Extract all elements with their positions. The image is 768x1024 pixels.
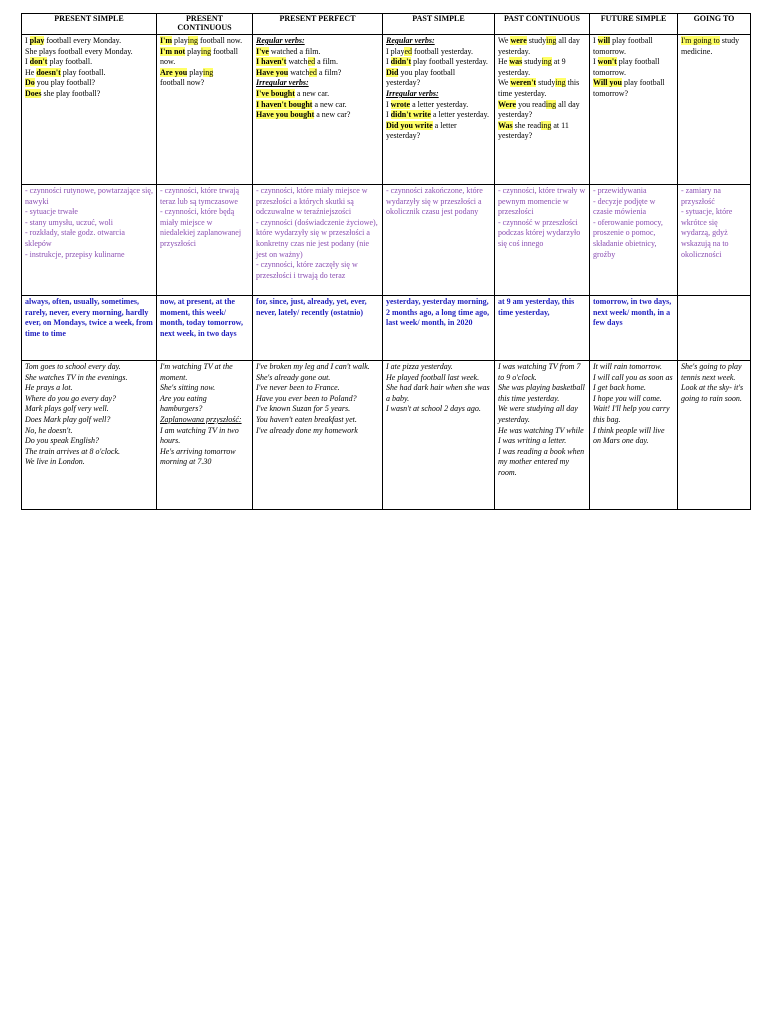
- form-line: [593, 36, 674, 57]
- example-sentence: You haven't eaten breakfast yet.: [256, 414, 357, 424]
- form-segment: play: [172, 36, 188, 45]
- form-segment: I haven't bought: [256, 99, 313, 109]
- example-sentence: He played football last week.: [386, 372, 480, 382]
- form-line: [256, 68, 379, 79]
- form-segment: Were: [498, 99, 517, 109]
- example-sentence: I was reading a book when my mother entered my room.: [498, 446, 585, 477]
- forms-cell: [383, 35, 495, 185]
- example-sentence: I will call you as soon as I get back home.: [593, 372, 673, 393]
- form-segment: didn't: [390, 57, 412, 67]
- example-sentence: We live in London.: [25, 457, 85, 467]
- form-segment: doesn't: [36, 67, 61, 77]
- form-segment: will: [597, 36, 611, 45]
- form-segment: ed: [307, 57, 316, 67]
- form-segment: play: [185, 46, 201, 56]
- form-line: [160, 36, 249, 47]
- form-segment: study: [526, 36, 547, 45]
- form-segment: Regular verbs:: [386, 36, 435, 45]
- header-row: [22, 14, 751, 35]
- form-line: [498, 121, 586, 142]
- examples-cell: [253, 361, 383, 510]
- example-sentence: It will rain tomorrow.: [593, 362, 662, 371]
- examples-cell: [678, 361, 751, 510]
- forms-cell: [495, 35, 590, 185]
- form-line: [256, 100, 379, 111]
- example-sentence: I'm watching TV at the moment.: [160, 362, 233, 382]
- example-sentence: She's sitting now.: [160, 383, 216, 393]
- form-segment: watch: [288, 67, 310, 77]
- form-segment: Did you write: [386, 120, 433, 130]
- form-segment: I'm not: [160, 46, 186, 56]
- form-segment: didn't write: [390, 110, 431, 120]
- form-line: [498, 78, 586, 99]
- form-segment: football now.: [198, 36, 243, 45]
- form-segment: watched a film.: [268, 46, 321, 56]
- example-sentence: He's arriving tomorrow morning at 7.30: [160, 446, 236, 467]
- form-segment: Do: [25, 78, 35, 88]
- form-line: [256, 78, 379, 89]
- form-segment: Regular verbs:: [256, 36, 305, 45]
- example-sentence: Where do you go every day?: [25, 393, 116, 403]
- example-sentence: I've never been to France.: [256, 383, 340, 393]
- form-segment: Does: [25, 88, 42, 98]
- time-expressions-cell: for, since, just, already, yet, ever, never, lately/ recently (ostatnio): [253, 296, 383, 361]
- form-line: [256, 89, 379, 100]
- example-sentence: I've broken my leg and I can't walk.: [256, 362, 370, 371]
- form-segment: won't: [597, 57, 617, 67]
- usage-row: [22, 185, 751, 296]
- form-segment: Have you bought: [256, 110, 315, 120]
- header-present-continuous: PRESENT CONTINUOUS: [157, 14, 253, 35]
- header-present-perfect: PRESENT PERFECT: [253, 14, 383, 35]
- forms-cell: [157, 35, 253, 185]
- form-segment: I: [386, 110, 391, 120]
- examples-cell: [157, 361, 253, 510]
- examples-cell: [22, 361, 157, 510]
- form-segment: at 9 yesterday.: [498, 57, 566, 77]
- example-sentence: No, he doesn't.: [25, 425, 73, 435]
- form-segment: football now?: [160, 78, 205, 88]
- form-segment: ing: [541, 120, 552, 130]
- form-line: [25, 68, 153, 79]
- forms-cell: [22, 35, 157, 185]
- form-line: [256, 110, 379, 121]
- time-expressions-row: [22, 296, 751, 361]
- example-sentence: Zaplanowana przyszłość:: [160, 414, 242, 424]
- example-sentence: Do you speak English?: [25, 436, 99, 446]
- form-segment: study: [522, 57, 542, 67]
- example-sentence: I think people will live on Mars one day.: [593, 425, 665, 446]
- usage-item: - stany umysłu, uczuć, woli: [25, 217, 113, 227]
- form-segment: I'm: [160, 36, 172, 45]
- form-line: [25, 89, 153, 100]
- forms-row: [22, 35, 751, 185]
- form-segment: play football tomorrow.: [593, 36, 653, 56]
- form-segment: Have you: [256, 67, 289, 77]
- form-line: [386, 68, 491, 89]
- form-line: [386, 36, 491, 47]
- example-sentence: Are you eating hamburgers?: [160, 393, 207, 414]
- form-segment: We: [498, 78, 511, 88]
- usage-item: - czynności, które miały miejsce w przeszłości a których skutki są odczuwalne w teraźniejszości: [256, 186, 368, 217]
- form-segment: I: [386, 99, 391, 109]
- time-expressions-cell: at 9 am yesterday, this time yesterday,: [495, 296, 590, 361]
- form-segment: play football tomorrow?: [593, 78, 665, 98]
- form-segment: ing: [546, 36, 557, 45]
- form-line: [386, 57, 491, 68]
- example-sentence: Have you ever been to Poland?: [256, 393, 357, 403]
- form-segment: was: [509, 57, 523, 67]
- form-segment: ing: [541, 57, 552, 67]
- form-segment: you play football?: [34, 78, 95, 88]
- form-segment: I: [593, 57, 598, 67]
- form-segment: ing: [545, 99, 557, 109]
- form-segment: He: [25, 67, 37, 77]
- form-segment: ing: [202, 67, 214, 77]
- form-segment: I play: [386, 46, 405, 56]
- form-line: [25, 47, 153, 58]
- form-line: [593, 57, 674, 78]
- form-segment: play football.: [47, 57, 93, 67]
- form-segment: were: [510, 36, 527, 45]
- example-sentence: Mark plays golf very well.: [25, 404, 109, 414]
- form-segment: a letter yesterday.: [430, 110, 490, 120]
- form-segment: I've: [256, 46, 269, 56]
- form-line: [25, 57, 153, 68]
- example-sentence: I ate pizza yesterday.: [386, 362, 453, 371]
- form-segment: you read: [516, 99, 546, 109]
- example-sentence: Does Mark play golf well?: [25, 414, 111, 424]
- form-line: [681, 36, 747, 57]
- form-segment: play football yesterday.: [411, 57, 488, 67]
- form-line: [498, 100, 586, 121]
- usage-cell: [253, 185, 383, 296]
- example-sentence: She had dark hair when she was a baby.: [386, 383, 490, 403]
- form-segment: weren't: [510, 78, 537, 88]
- form-segment: football yesterday.: [412, 46, 474, 56]
- example-sentence: The train arrives at 8 o'clock.: [25, 446, 121, 456]
- form-line: [593, 78, 674, 99]
- example-sentence: I am watching TV in two hours.: [160, 425, 239, 446]
- usage-item: - sytuacje, które wkrótce się wydarzą, gdyż wskazują na to okoliczności: [681, 207, 733, 259]
- form-segment: She plays football every Monday.: [25, 46, 133, 56]
- header-past-continuous: PAST CONTINUOUS: [495, 14, 590, 35]
- time-expressions-cell: now, at present, at the moment, this week/ month, today tomorrow, next week, in two days: [157, 296, 253, 361]
- form-line: [160, 47, 249, 68]
- form-segment: He: [498, 57, 510, 67]
- form-segment: I've bought: [256, 88, 295, 98]
- example-sentence: I wasn't at school 2 days ago.: [386, 404, 481, 414]
- forms-cell: [253, 35, 383, 185]
- form-segment: football now.: [160, 46, 239, 67]
- form-line: [498, 57, 586, 78]
- example-sentence: He was watching TV while I was writing a letter.: [498, 425, 584, 446]
- example-sentence: I've already done my homework: [256, 425, 358, 435]
- usage-item: - czynności, które trwały w pewnym momencie w przeszłości: [498, 186, 586, 217]
- form-segment: Will you: [593, 78, 622, 88]
- form-segment: all day yesterday.: [498, 36, 580, 56]
- time-expressions-cell: yesterday, yesterday morning, 2 months ago, a long time ago, last week/ month, in 2020: [383, 296, 495, 361]
- form-segment: I: [593, 36, 598, 45]
- usage-item: - zamiary na przyszłość: [681, 186, 721, 206]
- usage-item: - czynności (doświadczenie życiowe), które wydarzyły się w przeszłości a konkretny czas nie jest podany (nie jest on ważny): [256, 217, 378, 259]
- form-line: [25, 78, 153, 89]
- form-segment: ing: [200, 46, 212, 56]
- form-line: [256, 36, 379, 47]
- form-segment: ing: [187, 36, 199, 45]
- form-line: [25, 36, 153, 47]
- time-expressions-cell: always, often, usually, sometimes, rarely, never, every morning, hardly ever, on Mondays, twice a week, from time to time: [22, 296, 157, 361]
- example-sentence: I hope you will come.: [593, 393, 662, 403]
- form-segment: Was: [498, 120, 513, 130]
- examples-cell: [590, 361, 678, 510]
- time-expressions-cell: tomorrow, in two days, next week/ month, in a few days: [590, 296, 678, 361]
- form-segment: ing: [555, 78, 566, 88]
- form-segment: play: [29, 36, 45, 45]
- usage-item: - czynności, które zaczęły się w przeszłości i trwają do teraz: [256, 260, 358, 280]
- form-segment: study medicine.: [681, 36, 740, 56]
- usage-item: - rozkłady, stałe godz. otwarcia sklepów: [25, 228, 125, 248]
- form-segment: Are you: [160, 67, 188, 77]
- examples-cell: [383, 361, 495, 510]
- example-sentence: She was playing basketball this time yesterday.: [498, 383, 585, 403]
- example-sentence: Tom goes to school every day.: [25, 362, 121, 371]
- form-segment: I: [25, 36, 30, 45]
- form-segment: Did: [386, 67, 399, 77]
- form-segment: I: [25, 57, 30, 67]
- form-line: [386, 89, 491, 100]
- example-sentence: She's already gone out.: [256, 372, 331, 382]
- usage-item: - czynności, które trwają teraz lub są tymczasowe: [160, 186, 240, 206]
- header-future-simple: FUTURE SIMPLE: [590, 14, 678, 35]
- form-line: [386, 100, 491, 111]
- time-expressions-cell: [678, 296, 751, 361]
- examples-cell: [495, 361, 590, 510]
- form-line: [160, 68, 249, 79]
- usage-item: - decyzje podjęte w czasie mówienia: [593, 196, 656, 217]
- form-segment: study: [536, 78, 556, 88]
- form-segment: play football.: [60, 67, 106, 77]
- form-segment: Irregular verbs:: [256, 78, 309, 88]
- header-present-simple: PRESENT SIMPLE: [22, 14, 157, 35]
- tense-table: [21, 13, 751, 510]
- example-sentence: I was watching TV from 7 to 9 o'clock.: [498, 362, 581, 382]
- form-line: [386, 47, 491, 58]
- form-line: [256, 57, 379, 68]
- form-segment: a letter yesterday?: [386, 120, 457, 141]
- example-sentence: He prays a lot.: [25, 383, 73, 393]
- usage-cell: [22, 185, 157, 296]
- example-sentence: I've known Suzan for 5 years.: [256, 404, 351, 414]
- forms-cell: [590, 35, 678, 185]
- form-segment: she play football?: [41, 88, 101, 98]
- form-segment: at 11 yesterday?: [498, 120, 569, 141]
- header-past-simple: PAST SIMPLE: [383, 14, 495, 35]
- form-segment: play: [187, 67, 203, 77]
- form-segment: a film.: [315, 57, 339, 67]
- example-sentence: She watches TV in the evenings.: [25, 372, 128, 382]
- usage-item: - czynności zakończone, które wydarzyły się w przeszłości a okolicznik czasu jest podany: [386, 186, 483, 217]
- form-segment: you play football yesterday?: [386, 67, 456, 88]
- form-segment: a new car.: [294, 88, 330, 98]
- form-segment: I'm going to: [681, 36, 720, 45]
- form-segment: this time yesterday.: [498, 78, 580, 98]
- form-segment: don't: [29, 57, 48, 67]
- usage-cell: [590, 185, 678, 296]
- usage-item: - sytuacje trwałe: [25, 207, 78, 217]
- usage-item: - czynności rutynowe, powtarzające się, nawyki: [25, 186, 153, 206]
- example-sentence: We were studying all day yesterday.: [498, 404, 578, 424]
- form-line: [256, 47, 379, 58]
- header-going-to: GOING TO: [678, 14, 751, 35]
- form-segment: Irregular verbs:: [386, 88, 439, 98]
- usage-item: - oferowanie pomocy, proszenie o pomoc, składanie obietnicy, groźby: [593, 217, 663, 259]
- form-line: [160, 78, 249, 89]
- form-segment: ed: [404, 46, 412, 56]
- usage-cell: [383, 185, 495, 296]
- form-line: [498, 36, 586, 57]
- usage-cell: [157, 185, 253, 296]
- forms-cell: [678, 35, 751, 185]
- usage-item: - instrukcje, przepisy kulinarne: [25, 249, 125, 259]
- usage-cell: [495, 185, 590, 296]
- usage-cell: [678, 185, 751, 296]
- form-segment: a new car?: [314, 110, 351, 120]
- form-segment: ed: [309, 67, 317, 77]
- example-sentence: She's going to play tennis next week.: [681, 362, 742, 382]
- examples-row: [22, 361, 751, 510]
- form-segment: a new car.: [312, 99, 347, 109]
- form-segment: all day yesterday?: [498, 99, 580, 120]
- example-sentence: Look at the sky- it's going to rain soon.: [681, 383, 744, 403]
- example-sentence: Wait! I'll help you carry this bag.: [593, 404, 670, 424]
- form-segment: a letter yesterday.: [410, 99, 469, 109]
- form-segment: We: [498, 36, 511, 45]
- form-segment: she read: [512, 120, 542, 130]
- form-segment: wrote: [390, 99, 411, 109]
- form-segment: football every Monday.: [44, 36, 122, 45]
- usage-item: - przewidywania: [593, 186, 647, 195]
- form-line: [386, 121, 491, 142]
- form-segment: play football tomorrow.: [593, 57, 660, 77]
- usage-item: - czynność w przeszłości podczas której wydarzyło się coś innego: [498, 217, 581, 248]
- form-segment: watch: [286, 57, 308, 67]
- usage-item: - czynności, które będą miały miejsce w niedalekiej zaplanowanej przyszłości: [160, 207, 242, 248]
- form-segment: a film?: [316, 67, 342, 77]
- form-segment: I: [386, 57, 391, 67]
- form-line: [386, 110, 491, 121]
- form-segment: I haven't: [256, 57, 287, 67]
